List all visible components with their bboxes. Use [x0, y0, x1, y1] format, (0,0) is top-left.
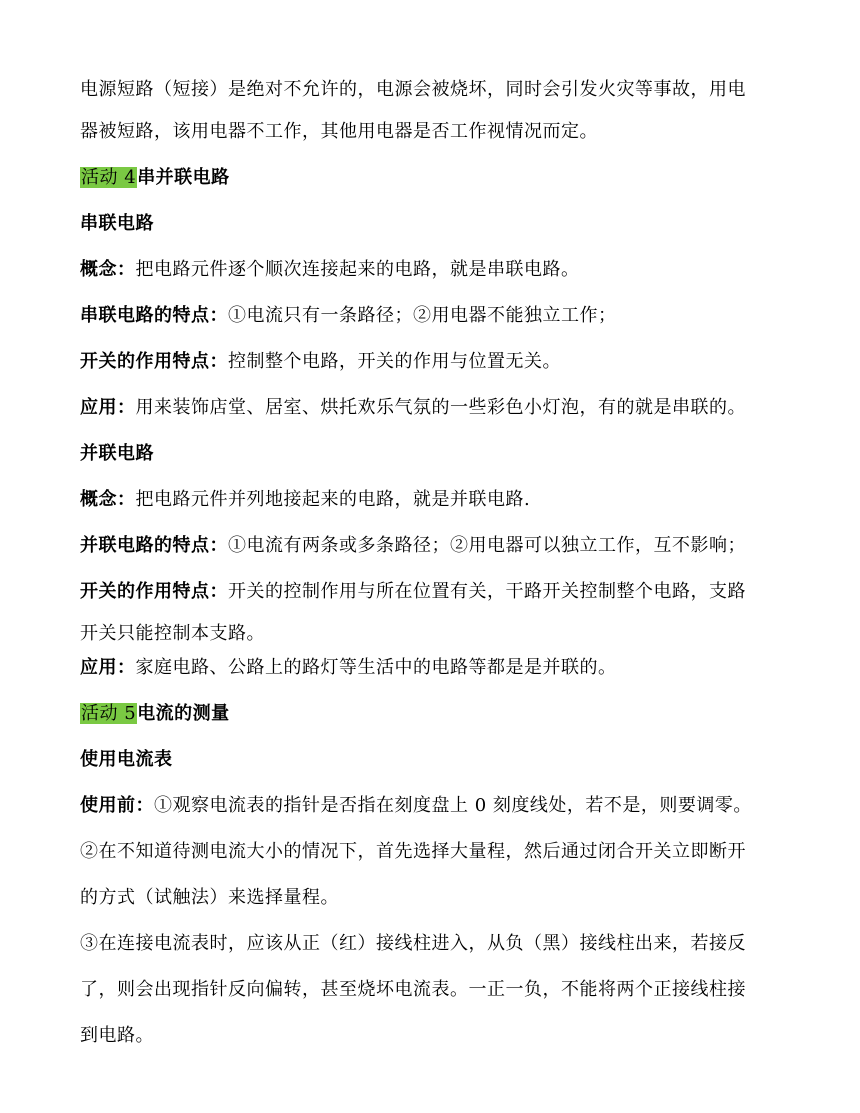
- parallel-concept-label: 概念：: [80, 489, 136, 510]
- series-features: [80, 302, 786, 330]
- series-features-text: ①电流只有一条路径；②用电器不能独立工作；: [228, 305, 617, 326]
- document-page: [80, 76, 786, 1050]
- series-heading: 串联电路: [80, 213, 154, 234]
- series-concept: [80, 256, 786, 284]
- series-concept-label: 概念：: [80, 259, 136, 280]
- before-use: [80, 792, 786, 820]
- parallel-features-text: ①电流有两条或多条路径；②用电器可以独立工作，互不影响；: [228, 535, 746, 556]
- parallel-application-label: 应用：: [80, 657, 136, 678]
- parallel-switch-label: 开关的作用特点：: [80, 581, 228, 602]
- parallel-application: [80, 654, 786, 682]
- activity5-heading: [80, 700, 786, 728]
- series-application-text: 用来装饰店堂、居室、烘托欢乐气氛的一些彩色小灯泡，有的就是串联的。: [135, 397, 746, 418]
- parallel-application-text: 家庭电路、公路上的路灯等生活中的电路等都是是并联的。: [135, 657, 617, 678]
- parallel-heading: 并联电路: [80, 443, 154, 464]
- parallel-features: [80, 532, 786, 560]
- parallel-switch: [80, 578, 786, 606]
- item2-line-1: ②在不知道待测电流大小的情况下，首先选择大量程，然后通过闭合开关立即断开: [80, 841, 746, 862]
- series-switch: [80, 348, 786, 376]
- before-use-label: 使用前：: [80, 795, 154, 816]
- item3-line-3: 到电路。: [80, 1025, 154, 1046]
- intro-line-1: 电源短路（短接）是绝对不允许的，电源会被烧坏，同时会引发火灾等事故，用电: [80, 79, 746, 100]
- before-use-text: ①观察电流表的指针是否指在刻度盘上 0 刻度线处，若不是，则要调零。: [154, 795, 752, 816]
- parallel-switch-text-2: 开关只能控制本支路。: [80, 623, 265, 644]
- activity4-tag: 活动 4: [81, 167, 137, 188]
- series-application: [80, 394, 786, 422]
- activity5-tag: 活动 5: [81, 703, 137, 724]
- item3-line-2: 了，则会出现指针反向偏转，甚至烧坏电流表。一正一负，不能将两个正接线柱接: [80, 979, 746, 1000]
- intro-line-2: 器被短路，该用电器不工作，其他用电器是否工作视情况而定。: [80, 121, 598, 142]
- parallel-features-label: 并联电路的特点：: [80, 535, 228, 556]
- activity5-title: 电流的测量: [137, 703, 230, 724]
- parallel-concept-text: 把电路元件并列地接起来的电路，就是并联电路.: [135, 489, 531, 510]
- parallel-switch-text-1: 开关的控制作用与所在位置有关，干路开关控制整个电路，支路: [228, 581, 746, 602]
- item2-line-2: 的方式（试触法）来选择量程。: [80, 887, 339, 908]
- item3-line-1: ③在连接电流表时，应该从正（红）接线柱进入，从负（黑）接线柱出来，若接反: [80, 933, 746, 954]
- series-application-label: 应用：: [80, 397, 136, 418]
- series-switch-label: 开关的作用特点：: [80, 351, 228, 372]
- ammeter-heading: 使用电流表: [80, 749, 173, 770]
- activity4-title: 串并联电路: [137, 167, 230, 188]
- activity4-heading: [80, 164, 786, 192]
- series-switch-text: 控制整个电路，开关的作用与位置无关。: [228, 351, 561, 372]
- parallel-concept: [80, 486, 786, 514]
- series-features-label: 串联电路的特点：: [80, 305, 228, 326]
- series-concept-text: 把电路元件逐个顺次连接起来的电路，就是串联电路。: [135, 259, 580, 280]
